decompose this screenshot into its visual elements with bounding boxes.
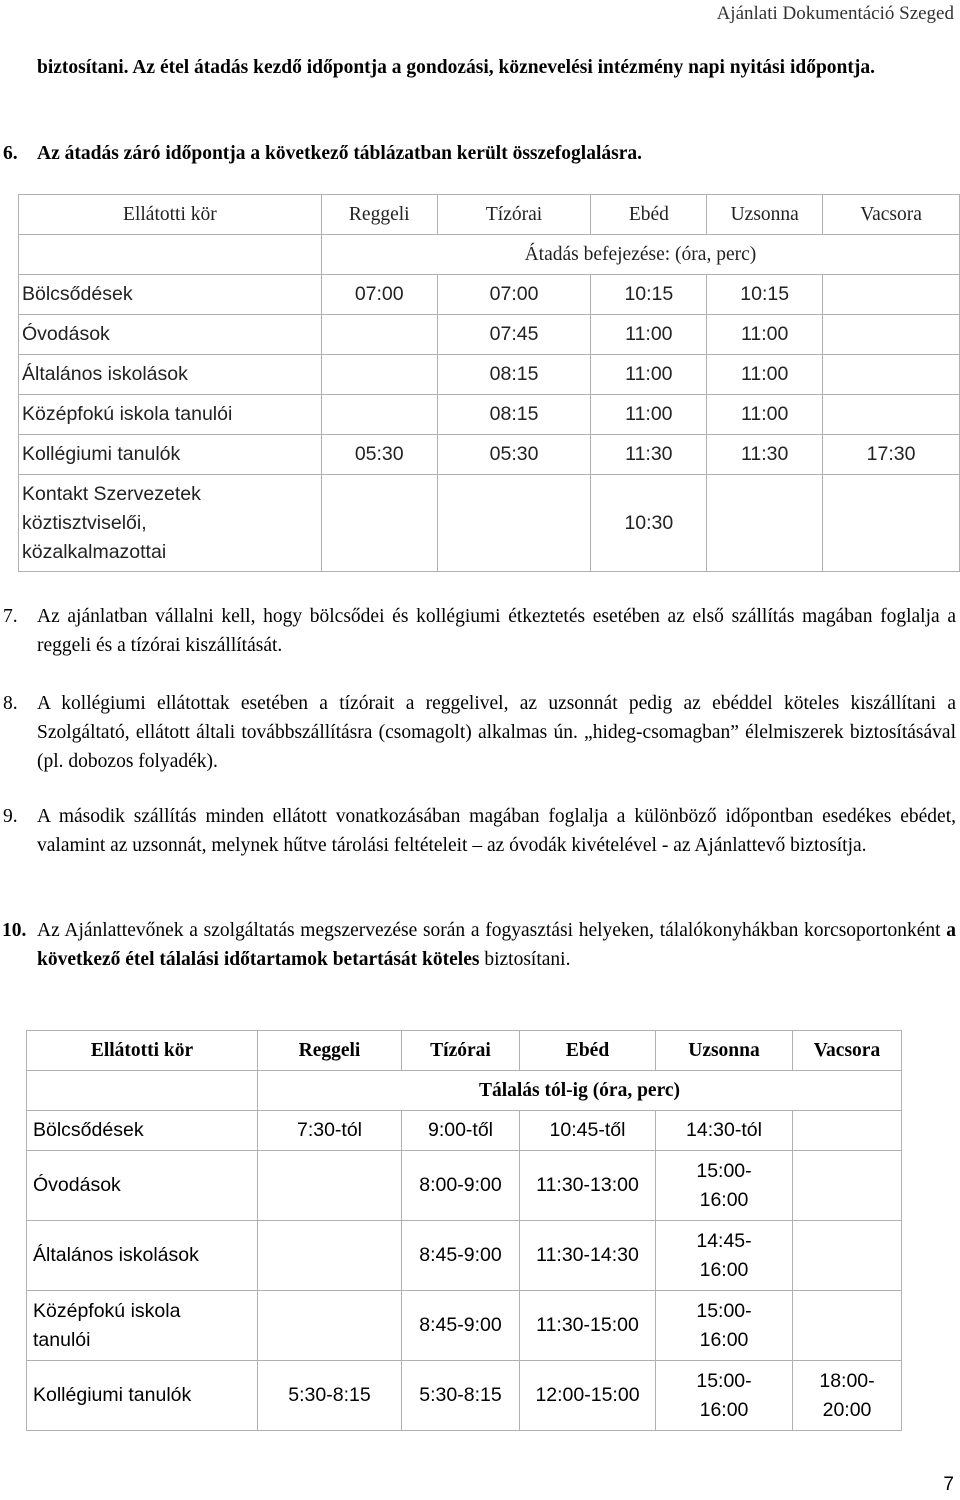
header-cell: Reggeli	[321, 195, 437, 235]
table-cell: 15:00-16:00	[656, 1291, 793, 1361]
table-cell: 5:30-8:15	[258, 1361, 402, 1431]
table-cell	[437, 475, 591, 572]
table-cell: 11:30	[707, 435, 823, 475]
table-cell	[321, 395, 437, 435]
table-cell: 8:45-9:00	[402, 1291, 520, 1361]
table-cell: 15:00-16:00	[656, 1151, 793, 1221]
table-cell: 5:30-8:15	[402, 1361, 520, 1431]
table-row	[27, 1111, 902, 1151]
item-number: 9.	[3, 806, 18, 827]
item-text: Az átadás záró időpontja a következő táblázatban került összefoglalásra.	[37, 143, 643, 164]
row-label: Középfokú iskola tanulói	[27, 1291, 258, 1361]
table-header-row	[27, 1031, 902, 1071]
table-cell: 11:00	[591, 315, 707, 355]
table-cell: 8:45-9:00	[402, 1221, 520, 1291]
table-cell: 10:15	[591, 275, 707, 315]
table-cell: 07:45	[437, 315, 591, 355]
header-cell: Vacsora	[823, 195, 960, 235]
item-7	[0, 602, 956, 662]
table-cell: 7:30-tól	[258, 1111, 402, 1151]
item-text	[37, 916, 956, 974]
subheader-cell: Tálalás tól-ig (óra, perc)	[258, 1071, 902, 1111]
row-label: Kollégiumi tanulók	[19, 435, 322, 475]
document-header: Ajánlati Dokumentáció Szeged	[716, 3, 954, 24]
table-cell: 11:30-15:00	[520, 1291, 656, 1361]
item-text-part: Az Ajánlattevőnek a szolgáltatás megszervezése során a fogyasztási helyeken, tálalókonyhákban korcsoportonként	[37, 920, 947, 941]
table-row	[19, 395, 960, 435]
table-cell: 14:45-16:00	[656, 1221, 793, 1291]
empty-cell	[19, 235, 322, 275]
table-cell: 14:30-tól	[656, 1111, 793, 1151]
table-cell	[321, 475, 437, 572]
table-row	[19, 275, 960, 315]
row-label: Általános iskolások	[19, 355, 322, 395]
table-cell: 10:45-től	[520, 1111, 656, 1151]
table-cell	[793, 1291, 902, 1361]
header-cell: Ebéd	[591, 195, 707, 235]
table-header-row	[19, 195, 960, 235]
item-number: 8.	[3, 693, 18, 714]
row-label: Kollégiumi tanulók	[27, 1361, 258, 1431]
table-subheader-row	[27, 1071, 902, 1111]
table-cell: 11:00	[707, 355, 823, 395]
header-cell: Uzsonna	[707, 195, 823, 235]
header-cell: Tízórai	[402, 1031, 520, 1071]
table-cell	[823, 395, 960, 435]
table-row	[27, 1151, 902, 1221]
row-label: Kontakt Szervezetek köztisztviselői, közalkalmazottai	[19, 475, 322, 572]
table-cell	[823, 315, 960, 355]
table-cell: 07:00	[321, 275, 437, 315]
table-cell	[793, 1111, 902, 1151]
table-cell	[321, 315, 437, 355]
header-cell: Ebéd	[520, 1031, 656, 1071]
item-number: 7.	[3, 606, 18, 627]
table-cell: 9:00-től	[402, 1111, 520, 1151]
table-cell: 11:00	[591, 395, 707, 435]
table-cell: 17:30	[823, 435, 960, 475]
header-cell: Reggeli	[258, 1031, 402, 1071]
table-cell: 11:00	[707, 315, 823, 355]
table-cell: 05:30	[437, 435, 591, 475]
item-text-bold: a következő étel tálalási időtartamok betartását köteles	[37, 920, 956, 970]
item-number: 6.	[3, 143, 18, 164]
table-cell	[321, 355, 437, 395]
table-cell: 10:15	[707, 275, 823, 315]
header-cell: Ellátotti kör	[27, 1031, 258, 1071]
subheader-cell: Átadás befejezése: (óra, perc)	[321, 235, 959, 275]
table-cell	[707, 475, 823, 572]
row-label: Bölcsődések	[19, 275, 322, 315]
table-cell	[258, 1291, 402, 1361]
table-row	[19, 435, 960, 475]
item-text: Az ajánlatban vállalni kell, hogy bölcsődei és kollégiumi étkeztetés esetében az első szállítás magában foglalja a reggeli és a tízórai kiszállítását.	[37, 606, 956, 656]
table-cell: 08:15	[437, 355, 591, 395]
table-row	[19, 315, 960, 355]
table-row	[27, 1361, 902, 1431]
intro-paragraph: biztosítani. Az étel átadás kezdő időpontja a gondozási, köznevelési intézmény napi nyitási időpontja.	[37, 57, 876, 78]
table-cell: 05:30	[321, 435, 437, 475]
item-text: A második szállítás minden ellátott vonatkozásában magában foglalja a különböző időpontban esedékes ebédet, valamint az uzsonnát, melynek hűtve tárolási feltételeit – az óvodák kivételével - az Ajánlattevő biztosítja.	[37, 806, 956, 856]
serving-time-table	[26, 1030, 902, 1431]
table-cell: 8:00-9:00	[402, 1151, 520, 1221]
row-label: Középfokú iskola tanulói	[19, 395, 322, 435]
item-8	[0, 689, 956, 779]
header-cell: Tízórai	[437, 195, 591, 235]
table-cell: 11:30	[591, 435, 707, 475]
table-row	[19, 355, 960, 395]
handover-time-table	[18, 194, 960, 572]
page-number: 7	[943, 1474, 954, 1495]
table-cell: 08:15	[437, 395, 591, 435]
table-cell: 18:00-20:00	[793, 1361, 902, 1431]
item-text: A kollégiumi ellátottak esetében a tízórait a reggelivel, az uzsonnát pedig az ebéddel köteles kiszállítani a Szolgáltató, ellátott általi továbbszállításra (csomagolt) alkalmas ún. „hideg-csomagban” élelmiszerek biztosításával (pl. dobozos folyadék).	[37, 693, 956, 772]
table-cell	[793, 1221, 902, 1291]
item-number: 10.	[2, 920, 27, 941]
table-cell: 10:30	[591, 475, 707, 572]
table-cell	[823, 475, 960, 572]
table-row	[27, 1291, 902, 1361]
table-cell: 12:00-15:00	[520, 1361, 656, 1431]
row-label: Óvodások	[19, 315, 322, 355]
table-cell: 11:30-13:00	[520, 1151, 656, 1221]
table-cell: 07:00	[437, 275, 591, 315]
table-cell: 15:00-16:00	[656, 1361, 793, 1431]
table-row	[27, 1221, 902, 1291]
row-label: Bölcsődések	[27, 1111, 258, 1151]
table-row	[19, 475, 960, 572]
item-10	[0, 916, 956, 1006]
header-cell: Ellátotti kör	[19, 195, 322, 235]
table-cell: 11:30-14:30	[520, 1221, 656, 1291]
table-cell	[793, 1151, 902, 1221]
empty-cell	[27, 1071, 258, 1111]
item-text-part: biztosítani.	[479, 949, 571, 970]
table-cell	[258, 1221, 402, 1291]
row-label: Óvodások	[27, 1151, 258, 1221]
row-label: Általános iskolások	[27, 1221, 258, 1291]
table-cell: 11:00	[591, 355, 707, 395]
table-cell	[823, 355, 960, 395]
header-cell: Vacsora	[793, 1031, 902, 1071]
table-subheader-row	[19, 235, 960, 275]
item-9	[0, 802, 956, 892]
header-cell: Uzsonna	[656, 1031, 793, 1071]
table-cell: 11:00	[707, 395, 823, 435]
table-cell	[823, 275, 960, 315]
table-cell	[258, 1151, 402, 1221]
